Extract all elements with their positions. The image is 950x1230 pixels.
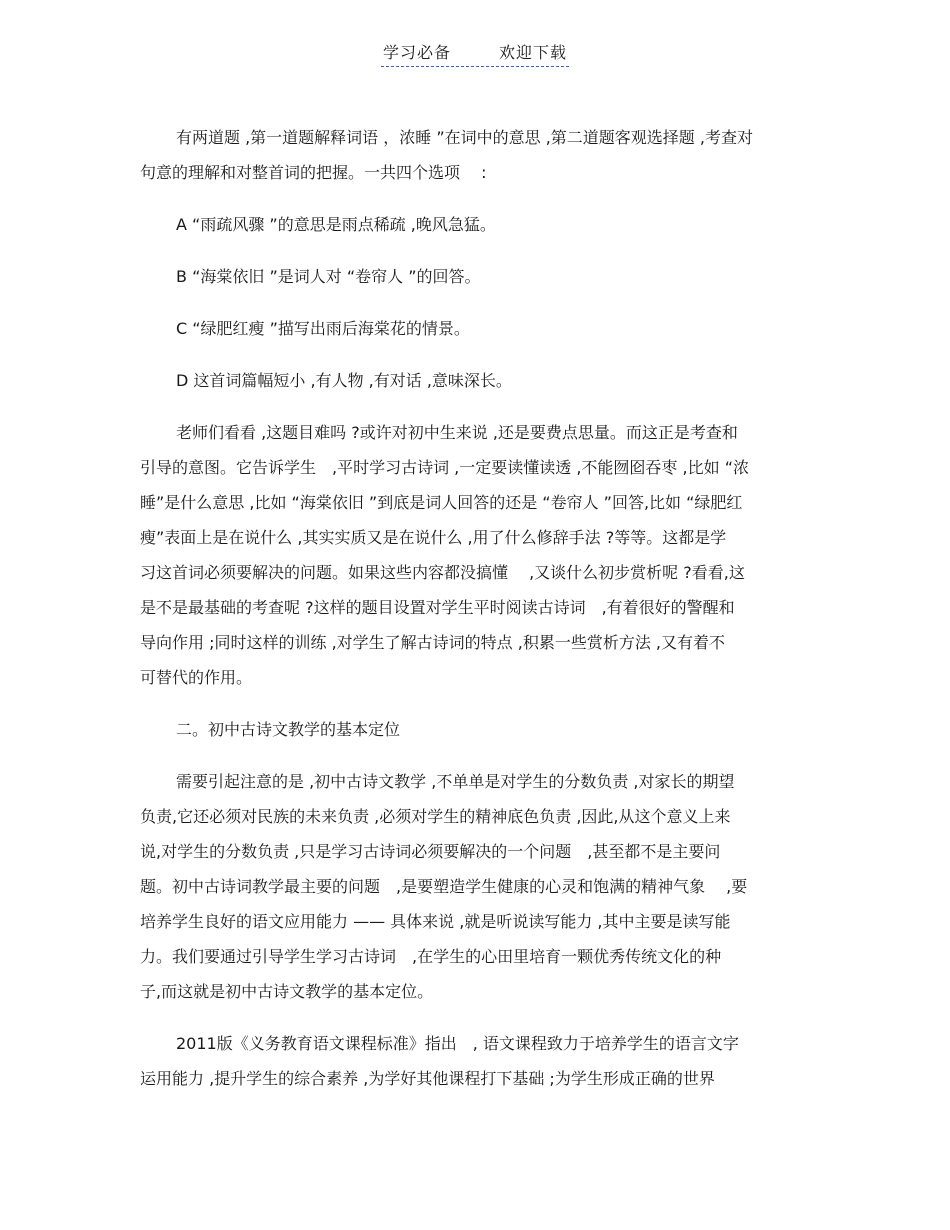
paragraph-line: 老师们看看 ,这题目难吗 ?或许对初中生来说 ,还是要费点思量。而这正是考查和	[176, 423, 738, 442]
paragraph-line: 题。初中古诗词教学最主要的问题 ,是要塑造学生健康的心灵和饱满的精神气象 ,要	[140, 877, 748, 896]
paragraph	[140, 764, 815, 1009]
paragraph-line: B “海棠依旧 ”是词人对 “卷帘人 ”的回答。	[176, 267, 481, 286]
paragraph-line: D 这首词篇幅短小 ,有人物 ,有对话 ,意味深长。	[176, 371, 512, 390]
paragraph-line: C “绿肥红瘦 ”描写出雨后海棠花的情景。	[176, 319, 470, 338]
paragraph-line: 负责,它还必须对民族的未来负责 ,必须对学生的精神底色负责 ,因此,从这个意义上来	[140, 807, 731, 826]
paragraph-line: 运用能力 ,提升学生的综合素养 ,为学好其他课程打下基础 ;为学生形成正确的世界	[140, 1069, 715, 1088]
paragraph-line: 瘦”表面上是在说什么 ,其实实质又是在说什么 ,用了什么修辞手法 ?等等。这都是学	[140, 528, 727, 547]
header-banner	[381, 40, 569, 67]
paragraph	[140, 1026, 815, 1096]
document-body	[140, 120, 815, 1113]
paragraph-line: 需要引起注意的是 ,初中古诗文教学 ,不单单是对学生的分数负责 ,对家长的期望	[176, 772, 735, 791]
paragraph-line: 二。初中古诗文教学的基本定位	[176, 720, 401, 739]
paragraph	[140, 311, 815, 346]
header-right-text: 欢迎下载	[499, 43, 568, 62]
header-left-text: 学习必备	[382, 43, 451, 62]
paragraph-line: 2011版《义务教育语文课程标准》指出 , 语文课程致力于培养学生的语言文字	[176, 1034, 739, 1053]
paragraph-line: 力。我们要通过引导学生学习古诗词 ,在学生的心田里培育一颗优秀传统文化的种	[140, 947, 722, 966]
paragraph-line: 有两道题 ,第一道题解释词语 ，浓睡 ”在词中的意思 ,第二道题客观选择题 ,考查对	[176, 128, 753, 147]
paragraph-line: A “雨疏风骤 ”的意思是雨点稀疏 ,晚风急猛。	[176, 215, 496, 234]
paragraph	[140, 363, 815, 398]
page-header	[0, 40, 950, 67]
paragraph-line: 子,而这就是初中古诗文教学的基本定位。	[140, 982, 434, 1001]
paragraph	[140, 259, 815, 294]
paragraph-line: 引导的意图。它告诉学生 ,平时学习古诗词 ,一定要读懂读透 ,不能囫囵吞枣 ,比如 “浓	[140, 458, 749, 477]
paragraph-line: 是不是最基础的考查呢 ?这样的题目设置对学生平时阅读古诗词 ,有着很好的警醒和	[140, 598, 735, 617]
paragraph-line: 可替代的作用。	[140, 668, 253, 687]
paragraph-line: 培养学生良好的语文应用能力 —— 具体来说 ,就是听说读写能力 ,其中主要是读写能	[140, 912, 731, 931]
paragraph	[140, 120, 815, 190]
paragraph-line: 说,对学生的分数负责 ,只是学习古诗词必须要解决的一个问题 ,甚至都不是主要问	[140, 842, 721, 861]
paragraph	[140, 712, 815, 747]
paragraph-line: 导向作用 ;同时这样的训练 ,对学生了解古诗词的特点 ,积累一些赏析方法 ,又有着不	[140, 633, 725, 652]
paragraph-line: 句意的理解和对整首词的把握。一共四个选项 :	[140, 163, 487, 182]
paragraph-line: 睡”是什么意思 ,比如 “海棠依旧 ”到底是词人回答的还是 “卷帘人 ”回答,比如 “绿肥红	[140, 493, 743, 512]
paragraph-line: 习这首词必须要解决的问题。如果这些内容都没搞懂 ,又谈什么初步赏析呢 ?看看,这	[140, 563, 745, 582]
paragraph	[140, 207, 815, 242]
paragraph	[140, 415, 815, 695]
